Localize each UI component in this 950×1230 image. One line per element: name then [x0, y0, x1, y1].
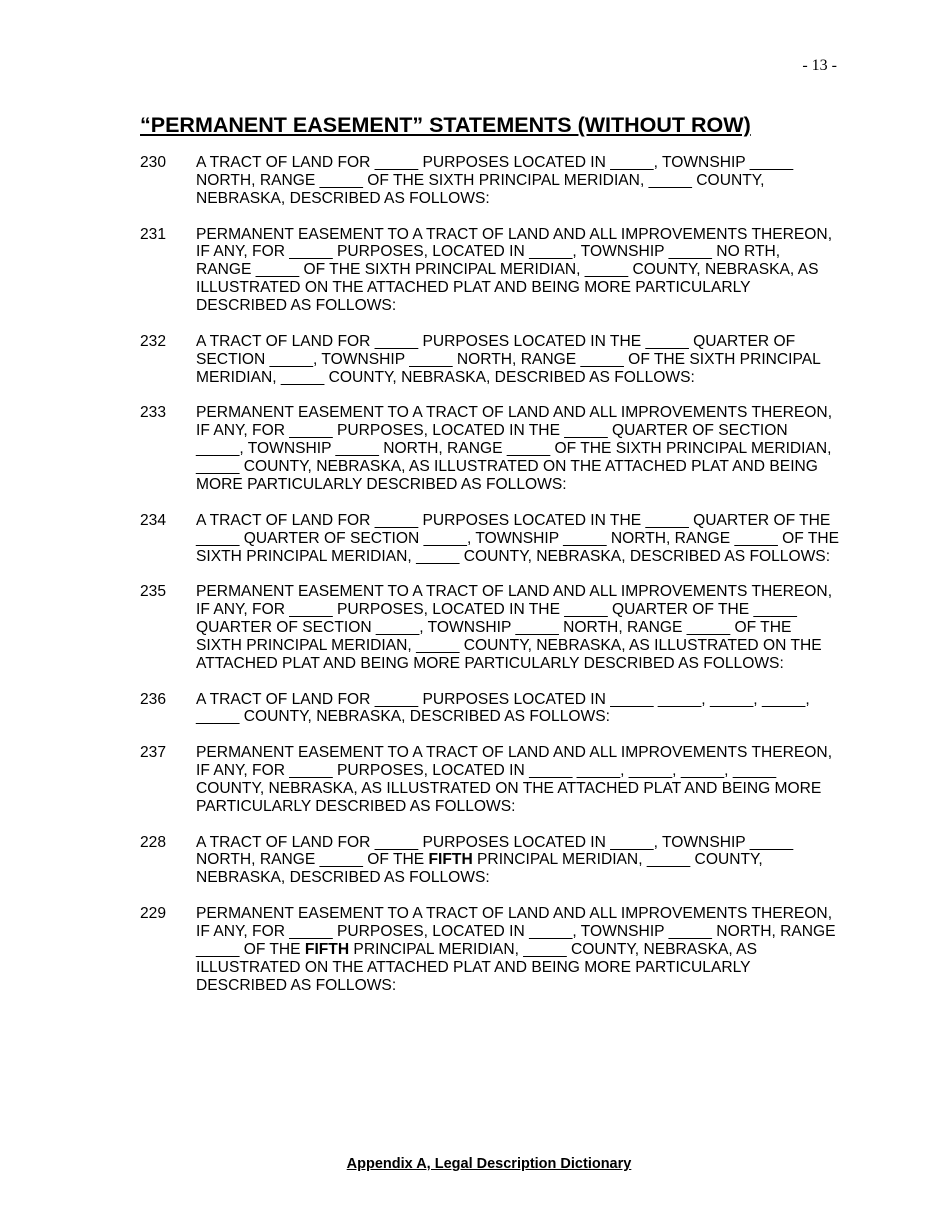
entry-228 [140, 834, 840, 888]
entry-line: ILLUSTRATED ON THE ATTACHED PLAT AND BEING MORE PARTICULARLY [196, 279, 751, 297]
entry-line: RANGE _____ OF THE SIXTH PRINCIPAL MERIDIAN, _____ COUNTY, NEBRASKA, AS [196, 261, 819, 279]
entry-text [196, 691, 840, 727]
entry-number: 233 [140, 404, 167, 422]
entry-line: A TRACT OF LAND FOR _____ PURPOSES LOCATED IN THE _____ QUARTER OF THE [196, 511, 831, 529]
entry-236 [140, 691, 840, 727]
entry-line: SECTION _____, TOWNSHIP _____ NORTH, RANGE _____ OF THE SIXTH PRINCIPAL [196, 350, 821, 368]
emphasis-word: FIFTH [428, 851, 473, 869]
entry-text [196, 905, 840, 995]
entry-line: IF ANY, FOR _____ PURPOSES, LOCATED IN _____, TOWNSHIP _____ NORTH, RANGE [196, 922, 836, 940]
entry-number: 228 [140, 833, 167, 851]
entry-text [196, 512, 840, 566]
entry-line: ATTACHED PLAT AND BEING MORE PARTICULARLY DESCRIBED AS FOLLOWS: [196, 654, 784, 672]
emphasis-word: FIFTH [304, 940, 350, 958]
entry-line: SIXTH PRINCIPAL MERIDIAN, _____ COUNTY, NEBRASKA, AS ILLUSTRATED ON THE [196, 636, 822, 654]
entry-line: A TRACT OF LAND FOR _____ PURPOSES LOCATED IN _____ _____, _____, _____, [196, 690, 810, 708]
entry-line: _____, TOWNSHIP _____ NORTH, RANGE _____ OF THE SIXTH PRINCIPAL MERIDIAN, [196, 440, 832, 458]
entry-number: 229 [140, 905, 167, 923]
entry-text [196, 834, 840, 888]
entry-line: QUARTER OF SECTION _____, TOWNSHIP _____ NORTH, RANGE _____ OF THE [196, 619, 792, 637]
entry-text [196, 154, 840, 208]
entry-line: MERIDIAN, _____ COUNTY, NEBRASKA, DESCRIBED AS FOLLOWS: [196, 368, 695, 386]
entry-line: A TRACT OF LAND FOR _____ PURPOSES LOCATED IN _____, TOWNSHIP _____ [196, 833, 794, 851]
entry-line: IF ANY, FOR _____ PURPOSES, LOCATED IN THE _____ QUARTER OF THE _____ [196, 601, 797, 619]
entry-line: NEBRASKA, DESCRIBED AS FOLLOWS: [196, 189, 490, 207]
entry-line: IF ANY, FOR _____ PURPOSES, LOCATED IN _____, TOWNSHIP _____ NO RTH, [196, 243, 781, 261]
entry-line: A TRACT OF LAND FOR _____ PURPOSES LOCATED IN _____, TOWNSHIP _____ [196, 154, 794, 171]
entry-231 [140, 226, 840, 316]
entry-number: 235 [140, 583, 167, 601]
entry-line: PERMANENT EASEMENT TO A TRACT OF LAND AND ALL IMPROVEMENTS THEREON, [196, 744, 833, 762]
entry-number: 231 [140, 225, 167, 243]
entry-line: _____ OF THE FIFTH PRINCIPAL MERIDIAN, _____ COUNTY, NEBRASKA, AS [196, 940, 757, 958]
entry-230 [140, 154, 840, 208]
entry-line: NORTH, RANGE _____ OF THE FIFTH PRINCIPAL MERIDIAN, _____ COUNTY, [196, 851, 763, 869]
entry-line: IF ANY, FOR _____ PURPOSES, LOCATED IN THE _____ QUARTER OF SECTION [196, 422, 788, 440]
entry-229 [140, 905, 840, 995]
entry-line: A TRACT OF LAND FOR _____ PURPOSES LOCATED IN THE _____ QUARTER OF [196, 332, 796, 350]
entry-line: IF ANY, FOR _____ PURPOSES, LOCATED IN _____ _____, _____, _____, _____ [196, 762, 777, 780]
entry-number: 234 [140, 511, 167, 529]
entry-234 [140, 512, 840, 566]
section-title: “PERMANENT EASEMENT” STATEMENTS (WITHOUT ROW) [140, 113, 751, 137]
entry-text [196, 583, 840, 673]
entry-text [196, 404, 840, 494]
entry-line: _____ QUARTER OF SECTION _____, TOWNSHIP _____ NORTH, RANGE _____ OF THE [196, 529, 840, 547]
entry-line: _____ COUNTY, NEBRASKA, AS ILLUSTRATED ON THE ATTACHED PLAT AND BEING [196, 458, 818, 476]
entry-text [196, 744, 840, 816]
entry-text [196, 333, 840, 387]
entry-line: PARTICULARLY DESCRIBED AS FOLLOWS: [196, 797, 516, 815]
entry-number: 232 [140, 332, 167, 350]
entry-237 [140, 744, 840, 816]
entry-text [196, 226, 840, 316]
entry-line: PERMANENT EASEMENT TO A TRACT OF LAND AND ALL IMPROVEMENTS THEREON, [196, 583, 833, 601]
entry-line: SIXTH PRINCIPAL MERIDIAN, _____ COUNTY, NEBRASKA, DESCRIBED AS FOLLOWS: [196, 547, 831, 565]
entry-line: DESCRIBED AS FOLLOWS: [196, 297, 397, 315]
entry-line: NEBRASKA, DESCRIBED AS FOLLOWS: [196, 869, 490, 887]
entry-line: NORTH, RANGE _____ OF THE SIXTH PRINCIPAL MERIDIAN, _____ COUNTY, [196, 171, 765, 189]
entry-233 [140, 404, 840, 494]
entry-number: 236 [140, 690, 167, 708]
entry-line: ILLUSTRATED ON THE ATTACHED PLAT AND BEING MORE PARTICULARLY [196, 958, 751, 976]
entry-line: COUNTY, NEBRASKA, AS ILLUSTRATED ON THE ATTACHED PLAT AND BEING MORE [196, 779, 822, 797]
entry-235 [140, 583, 840, 673]
entry-number: 230 [140, 154, 167, 171]
entry-line: PERMANENT EASEMENT TO A TRACT OF LAND AND ALL IMPROVEMENTS THEREON, [196, 225, 833, 243]
entry-line: DESCRIBED AS FOLLOWS: [196, 976, 397, 994]
entry-line: MORE PARTICULARLY DESCRIBED AS FOLLOWS: [196, 475, 567, 493]
entry-line: PERMANENT EASEMENT TO A TRACT OF LAND AND ALL IMPROVEMENTS THEREON, [196, 404, 833, 422]
entry-list [140, 154, 840, 1012]
page-number: - 13 - [802, 57, 837, 74]
entry-line: _____ COUNTY, NEBRASKA, DESCRIBED AS FOLLOWS: [196, 708, 610, 726]
footer-title: Appendix A, Legal Description Dictionary [346, 1156, 632, 1172]
entry-line: PERMANENT EASEMENT TO A TRACT OF LAND AND ALL IMPROVEMENTS THEREON, [196, 905, 833, 923]
entry-number: 237 [140, 744, 167, 762]
entry-232 [140, 333, 840, 387]
